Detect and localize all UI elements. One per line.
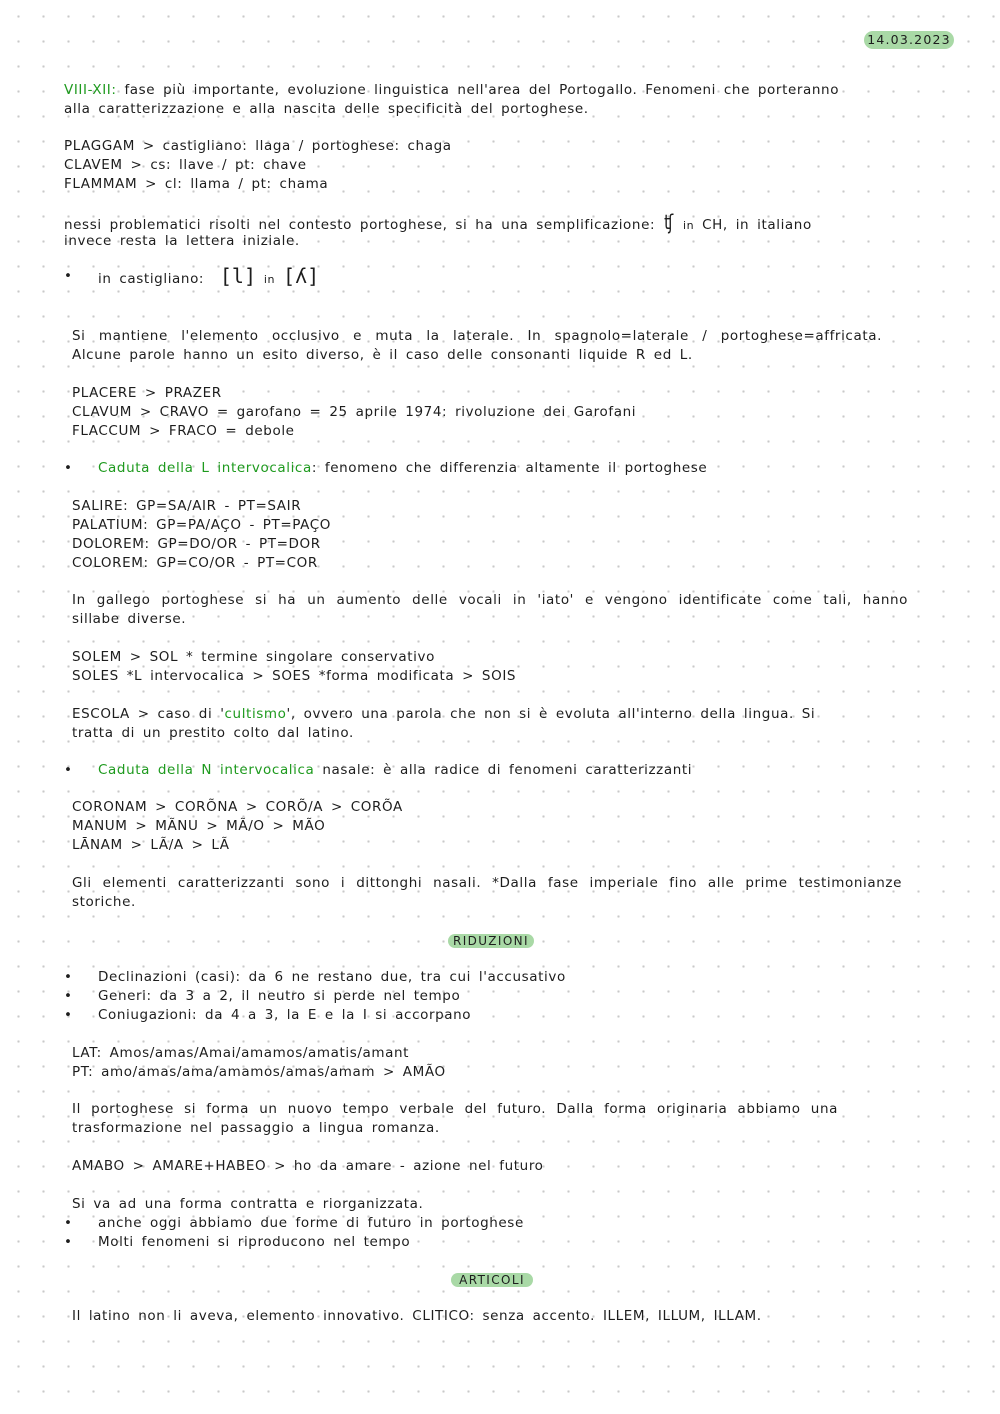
caduta-n-bullet: • Caduta della N intervocalica nasale: è alla radice di fenomeni caratterizzanti bbox=[98, 761, 692, 780]
escola-line-2: tratta di un prestito colto dal latino. bbox=[72, 725, 354, 741]
intro-line-1: VIII-XII: fase più importante, evoluzione linguistica nell'area del Portogallo. Fenomeni che porteranno bbox=[64, 82, 840, 98]
example-line: CORONAM > CORÕNA > CORÕ/A > CORÕA bbox=[72, 799, 403, 815]
example-line: FLAMMAM > cl: llama / pt: chama bbox=[64, 176, 329, 192]
riduzioni-bullet: • Generi: da 3 a 2, il neutro si perde nel tempo bbox=[98, 987, 460, 1006]
caduta-l-bullet: • Caduta della L intervocalica: fenomeno che differenzia altamente il portoghese bbox=[98, 459, 707, 478]
amabo-line: AMABO > AMARE+HABEO > ho da amare - azione nel futuro bbox=[72, 1158, 544, 1174]
example-line: SOLES *L intervocalica > SOES *forma modificata > SOIS bbox=[72, 668, 517, 684]
date-badge: 14.03.2023 bbox=[864, 31, 954, 49]
caduta-l-highlight: Caduta della L intervocalica bbox=[98, 460, 312, 476]
example-line: LĀNAM > LÃ/A > LÃ bbox=[72, 837, 230, 853]
example-line: FLACCUM > FRACO = debole bbox=[72, 423, 295, 439]
phonetic-l-symbol: [l] bbox=[219, 264, 256, 288]
castigliano-bullet: • in castigliano: [l] in [ʎ] bbox=[98, 267, 319, 289]
example-line: DOLOREM: GP=DO/OR - PT=DOR bbox=[72, 536, 321, 552]
occlusivo-line-1: Si mantiene l'elemento occlusivo e muta la laterale. In spagnolo=laterale / portoghese=affricata. bbox=[72, 328, 882, 344]
example-line: PLACERE > PRAZER bbox=[72, 385, 222, 401]
intro-line-2: alla caratterizzazione e alla nascita delle specificità del portoghese. bbox=[64, 101, 589, 117]
section-heading-riduzioni: RIDUZIONI bbox=[448, 934, 534, 948]
example-line: MANUM > MÃNU > MÃ/O > MÃO bbox=[72, 818, 326, 834]
period-label: VIII-XII: bbox=[64, 82, 117, 98]
futuro-line-2: trasformazione nel passaggio a lingua romanza. bbox=[72, 1120, 440, 1136]
phonetic-lambda-symbol: [ʎ] bbox=[283, 264, 320, 288]
gallego-line-1: In gallego portoghese si ha un aumento delle vocali in 'iato' e vengono identificate come tali, hanno bbox=[72, 592, 908, 608]
example-line: COLOREM: GP=CO/OR - PT=COR bbox=[72, 555, 318, 571]
conjugation-line: LAT: Amos/amas/Amai/amamos/amatis/amant bbox=[72, 1045, 410, 1061]
nessi-line-2: invece resta la lettera iniziale. bbox=[64, 233, 300, 249]
nessi-line-1: nessi problematici risolti nel contesto portoghese, si ha una semplificazione: ʧ in CH, in italiano bbox=[64, 210, 812, 234]
conjugation-line: PT: amo/amas/ama/amamos/amas/amam > AMÃO bbox=[72, 1064, 446, 1080]
escola-line-1: ESCOLA > caso di 'cultismo', ovvero una parola che non si è evoluta all'interno della lingua. Si bbox=[72, 706, 816, 722]
riduzioni-bullet: • Declinazioni (casi): da 6 ne restano due, tra cui l'accusativo bbox=[98, 968, 566, 987]
example-line: CLAVUM > CRAVO = garofano = 25 aprile 1974: rivoluzione dei Garofani bbox=[72, 404, 637, 420]
caduta-n-highlight: Caduta della N intervocalica bbox=[98, 762, 315, 778]
occlusivo-line-2: Alcune parole hanno un esito diverso, è il caso delle consonanti liquide R ed L. bbox=[72, 347, 693, 363]
riduzioni-bullet: • Coniugazioni: da 4 a 3, la E e la I si accorpano bbox=[98, 1006, 471, 1025]
contratta-bullet: • Molti fenomeni si riproducono nel tempo bbox=[98, 1233, 410, 1252]
example-line: SOLEM > SOL * termine singolare conservativo bbox=[72, 649, 435, 665]
dittonghi-line-2: storiche. bbox=[72, 894, 136, 910]
section-heading-articoli: ARTICOLI bbox=[451, 1273, 533, 1287]
futuro-line-1: Il portoghese si forma un nuovo tempo verbale del futuro. Dalla forma originaria abbiamo una bbox=[72, 1101, 838, 1117]
articoli-text: Il latino non li aveva, elemento innovativo. CLITICO: senza accento. ILLEM, ILLUM, ILLAM. bbox=[72, 1308, 762, 1324]
example-line: CLAVEM > cs: llave / pt: chave bbox=[64, 157, 307, 173]
dittonghi-line-1: Gli elementi caratterizzanti sono i dittonghi nasali. *Dalla fase imperiale fino alle prime testimonianze bbox=[72, 875, 902, 891]
example-line: PALATIUM: GP=PA/AÇO - PT=PAÇO bbox=[72, 517, 332, 533]
affricate-symbol: ʧ bbox=[663, 210, 676, 234]
example-line: SALIRE: GP=SA/AIR - PT=SAIR bbox=[72, 498, 302, 514]
contratta-line: Si va ad una forma contratta e riorganizzata. bbox=[72, 1196, 424, 1212]
contratta-bullet: • anche oggi abbiamo due forme di futuro in portoghese bbox=[98, 1214, 524, 1233]
cultismo-highlight: cultismo bbox=[224, 706, 287, 722]
example-line: PLAGGAM > castigliano: llaga / portoghese: chaga bbox=[64, 138, 452, 154]
gallego-line-2: sillabe diverse. bbox=[72, 611, 187, 627]
